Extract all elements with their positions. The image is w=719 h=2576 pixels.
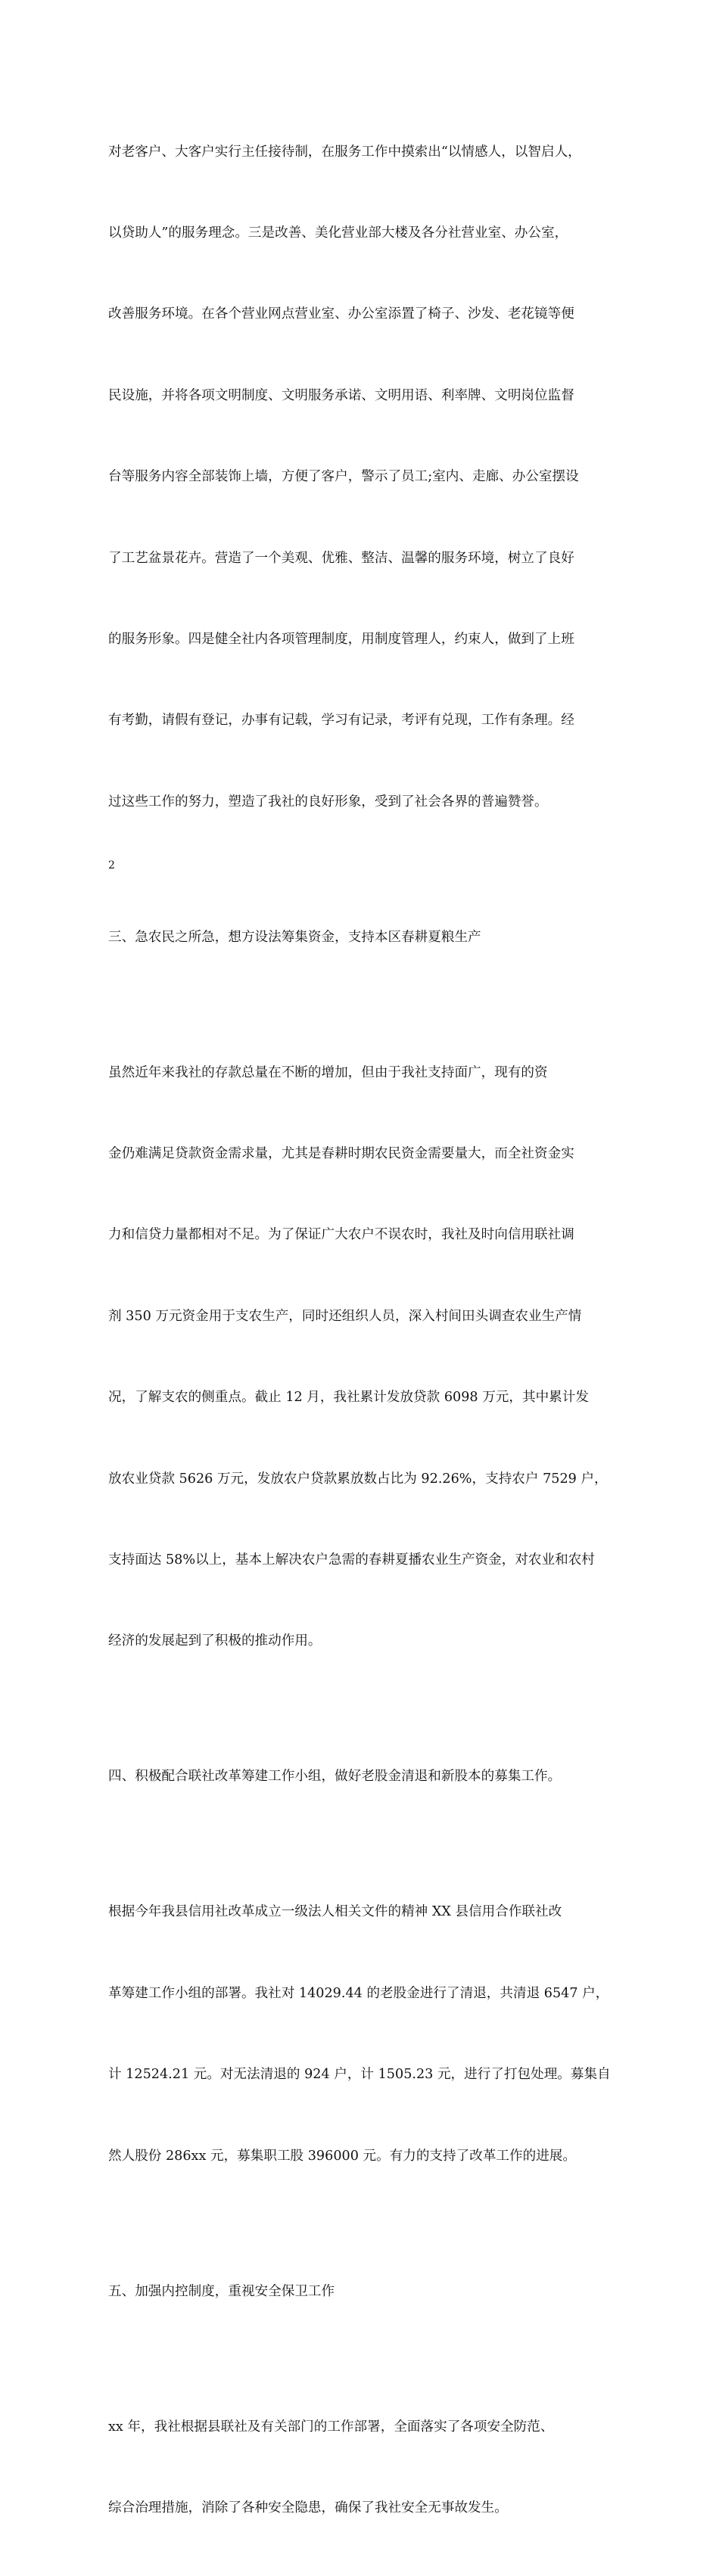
section-heading-3 — [108, 870, 614, 1005]
text-line: 对老客户、大客户实行主任接待制，在服务工作中摸索出“以情感人，以智启人， — [108, 144, 581, 160]
text-line: 放农业贷款 5626 万元，发放农户贷款累放数占比为 92.26%，支持农户 7529 户， — [108, 1471, 608, 1487]
section-heading-5 — [108, 2224, 614, 2360]
text-line: 了工艺盆景花卉。营造了一个美观、优雅、整洁、温馨的服务环境，树立了良好 — [108, 550, 574, 566]
text-line: 以贷助人”的服务理念。三是改善、美化营业部大楼及各分社营业室、办公室， — [108, 225, 568, 241]
text-line: 有考勤，请假有登记，办事有记载，学习有记录，考评有兑现，工作有条理。经 — [108, 713, 574, 729]
text-line: 综合治理措施，消除了各种安全隐患，确保了我社安全无事故发生。 — [108, 2500, 508, 2515]
text-line: 的服务形象。四是健全社内各项管理制度，用制度管理人，约束人，做到了上班 — [108, 631, 574, 647]
text-line: 根据今年我县信用社改革成立一级法人相关文件的精神 XX 县信用合作联社改 — [108, 1904, 562, 1920]
text-line: 经济的发展起到了积极的推动作用。 — [108, 1633, 322, 1649]
paragraph-funding-support — [108, 1005, 614, 1710]
text-line: 力和信贷力量都相对不足。为了保证广大农户不误农时，我社及时向信用联社调 — [108, 1227, 574, 1243]
text-line: 台等服务内容全部装饰上墙，方便了客户，警示了员工;室内、走廊、办公室摆设 — [108, 469, 579, 485]
text-line: 改善服务环境。在各个营业网点营业室、办公室添置了椅子、沙发、老花镜等便 — [108, 306, 574, 322]
text-line: xx 年，我社根据县联社及有关部门的工作部署，全面落实了各项安全防范、 — [108, 2419, 554, 2435]
text-line: 革筹建工作小组的部署。我社对 14029.44 的老股金进行了清退，共清退 6547 户， — [108, 1985, 609, 2001]
text-line: 过这些工作的努力，塑造了我社的良好形象，受到了社会各界的普遍赞誉。 — [108, 794, 548, 809]
heading-line: 四、积极配合联社改革筹建工作小组，做好老股金清退和新股本的募集工作。 — [108, 1769, 562, 1785]
heading-line: 五、加强内控制度，重视安全保卫工作 — [108, 2283, 335, 2299]
paragraph-service-environment — [108, 85, 614, 870]
text-line: 金仍难满足贷款资金需求量，尤其是春耕时期农民资金需要量大，而全社资金实 — [108, 1146, 574, 1162]
section-heading-4 — [108, 1710, 614, 1845]
text-line: 民设施，并将各项文明制度、文明服务承诺、文明用语、利率牌、文明岗位监督 — [108, 387, 574, 403]
paragraph-security — [108, 2360, 614, 2576]
text-line: 支持面达 58%以上，基本上解决农户急需的春耕夏播农业生产资金，对农业和农村 — [108, 1552, 595, 1568]
paragraph-share-capital — [108, 1845, 614, 2224]
text-line: 虽然近年来我社的存款总量在不断的增加，但由于我社支持面广，现有的资 — [108, 1064, 548, 1080]
text-line: 计 12524.21 元。对无法清退的 924 户，计 1505.23 元，进行了打包处理。募集自 — [108, 2067, 611, 2083]
text-line: 剂 350 万元资金用于支农生产，同时还组织人员，深入村间田头调查农业生产情 — [108, 1308, 582, 1324]
document-body — [108, 85, 614, 2576]
heading-line: 三、急农民之所急，想方设法筹集资金，支持本区春耕夏粮生产 — [108, 929, 481, 945]
text-line: 况，了解支农的侧重点。截止 12 月，我社累计发放贷款 6098 万元，其中累计发 — [108, 1390, 589, 1406]
page-number: 2 — [108, 859, 115, 872]
text-line: 然人股份 286xx 元，募集职工股 396000 元。有力的支持了改革工作的进展。 — [108, 2148, 576, 2164]
